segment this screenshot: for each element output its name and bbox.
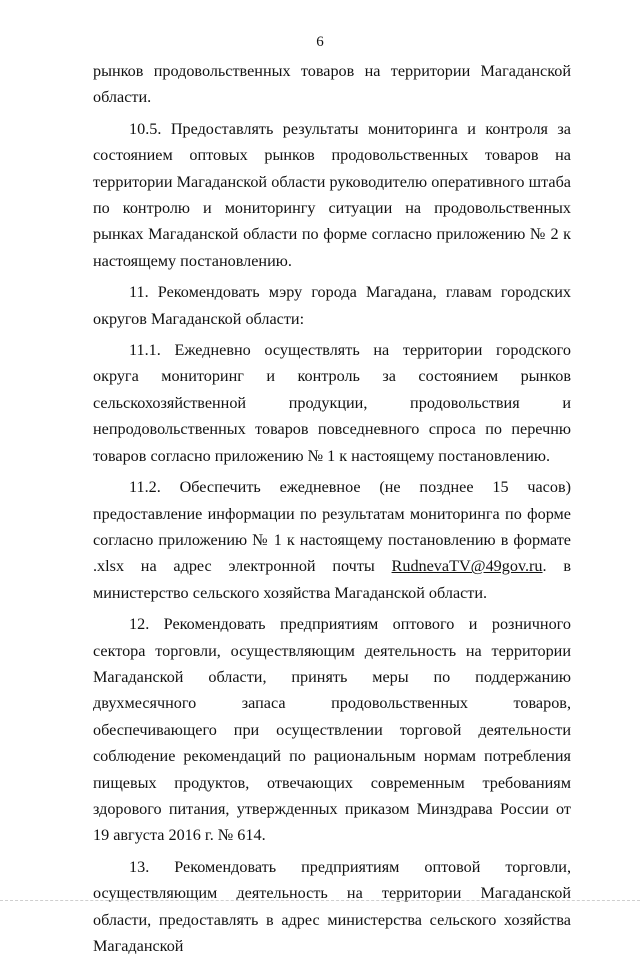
paragraph-10-5: 10.5. Предоставлять результаты мониторинга и контроля за состоянием оптовых рынков продовольственных товаров на территории Магаданской области руководителю оперативного штаба по контролю и мониторингу ситуации на продовольственных рынках Магаданской области по форме согласно приложению № 2 к настоящему постановлению. [93,119,571,270]
email-link[interactable]: RudnevaTV@49gov.ru [391,557,543,576]
paragraph-11-2-text-before: 11.2. Обеспечить ежедневное (не позднее 15 часов) предоставление информации по результатам мониторинга по форме согласно приложению № 1 к настоящему постановлению в формате .xlsx на адрес электронной почты [93,478,571,576]
page-bottom-edge [0,900,640,901]
paragraph-13: 13. Рекомендовать предприятиям оптовой торговли, осуществляющим деятельность на территории Магаданской области, предоставлять в адрес министерства сельского хозяйства Магаданской [93,857,571,955]
paragraph-11-1: 11.1. Ежедневно осуществлять на территории городского округа мониторинг и контроль за состоянием рынков сельскохозяйственной продукции, продовольствия и непродовольственных товаров повседневного спроса по перечню товаров согласно приложению № 1 к настоящему постановлению. [93,341,571,465]
document-body [93,58,571,964]
paragraph-11: 11. Рекомендовать мэру города Магадана, главам городских округов Магаданской области: [93,283,571,328]
paragraph-continuation: рынков продовольственных товаров на территории Магаданской области. [93,62,571,107]
paragraph-11-2 [93,474,571,606]
paragraph-12: 12. Рекомендовать предприятиям оптового и розничного сектора торговли, осуществляющим деятельность на территории Магаданской области, принять меры по поддержанию двухмесячного запаса продовольственных товаров, обеспечивающего при осуществлении торговой деятельности соблюдение рекомендаций по рациональным нормам потребления пищевых продуктов, отвечающих современным требованиям здорового питания, утвержденных приказом Минздрава России от 19 августа 2016 г. № 614. [93,615,571,845]
paragraph-11-2-text-after: . в министерство сельского хозяйства Магаданской области. [93,557,571,602]
page-number: 6 [316,34,324,50]
